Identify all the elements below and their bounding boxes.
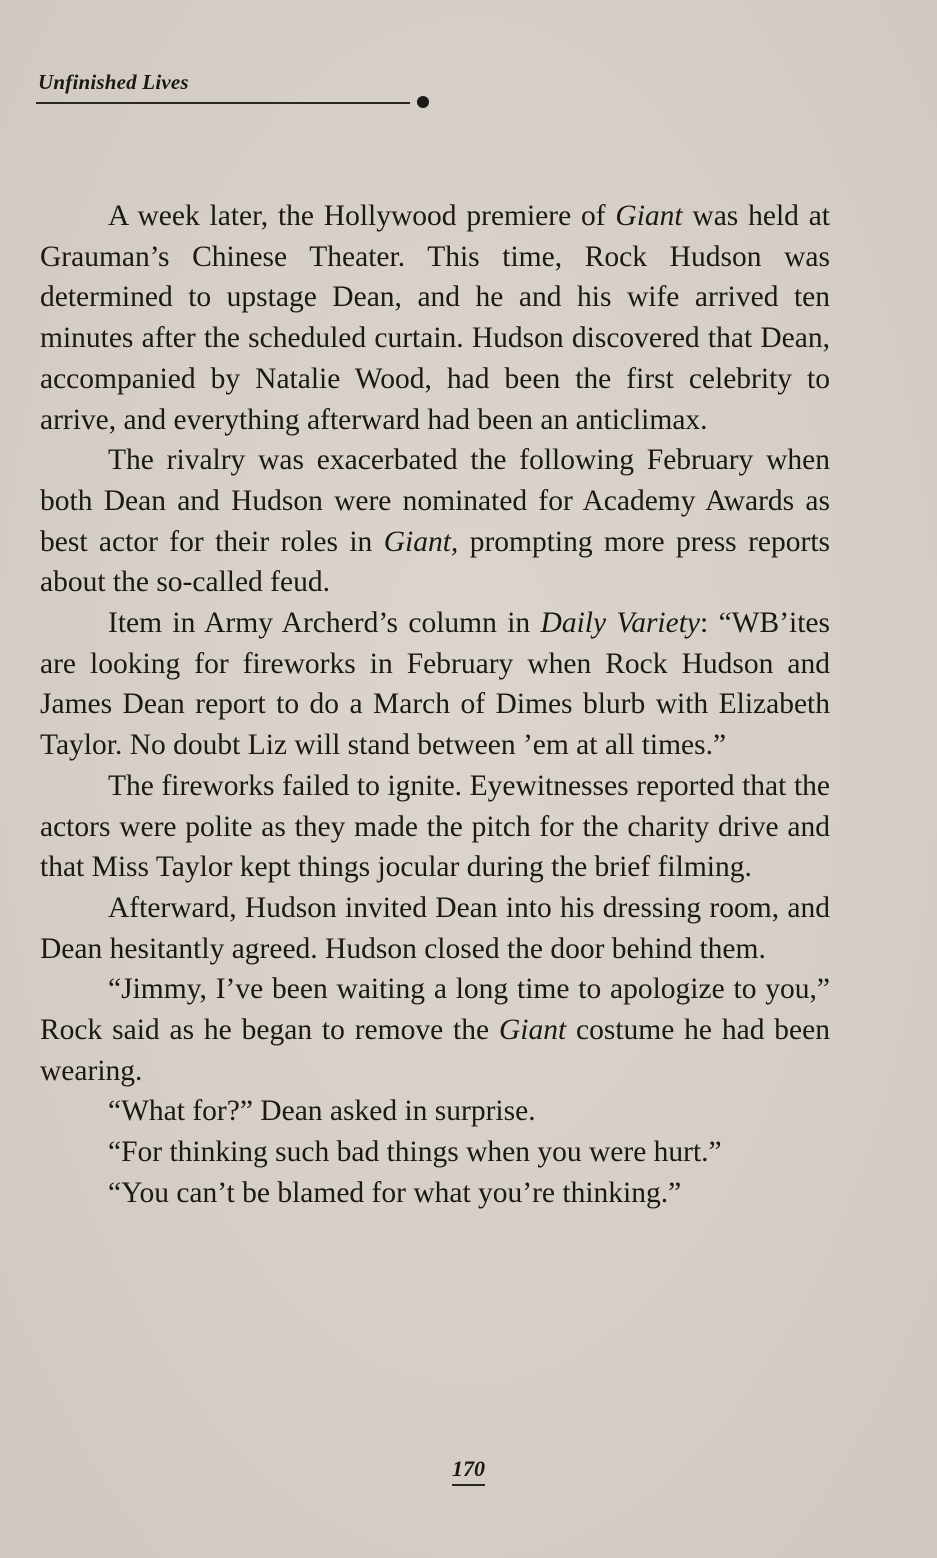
italic-text: Giant [498,1014,567,1047]
paragraph [40,766,830,888]
text-run: prompting more press reports about the so-called feud. [40,525,830,599]
text-run: The rivalry was exacerbated the following February when both Dean and Hudson were nominated for Academy Awards as best actor for their roles in [40,444,830,558]
italic-text: Giant [615,200,683,232]
text-run: Afterward, Hudson invited Dean into his dressing room, and Dean hesitantly agreed. Hudson closed the door behind them. [40,891,830,965]
body-text [40,196,830,1214]
text-run: A week later, the Hollywood premiere of [108,200,616,232]
page-number [0,1456,937,1486]
text-run: : “WB’ites are looking for fireworks in February when Rock Hudson and James Dean report to do a March of Dimes blurb with Elizabeth Taylor. No doubt Liz will stand between ’em at all times.” [40,607,830,762]
page-number-text: 170 [452,1456,485,1486]
paragraph [40,969,830,1091]
text-run: was held at Grauman’s Chinese Theater. This time, Rock Hudson was determined to upstage Dean, and he and his wife arrived ten minutes after the scheduled curtain. Hudson discovered that Dean, accompanied by Natalie Wood, had been the first celebrity to arrive, and everything afterward had been an anticlimax. [40,200,830,436]
text-run: Item in Army Archerd’s column in [108,607,541,640]
text-run: “For thinking such bad things when you were hurt.” [108,1136,722,1169]
paragraph [40,1132,830,1173]
text-run: “Jimmy, I’ve been waiting a long time to apologize to you,” Rock said as he began to remove the [40,973,830,1047]
header-ornament-dot [417,96,429,108]
text-run: “You can’t be blamed for what you’re thinking.” [108,1176,682,1209]
header-rule [36,102,410,104]
running-head: Unfinished Lives [38,70,189,94]
text-run: “What for?” Dean asked in surprise. [108,1095,536,1128]
paragraph [40,888,830,969]
paragraph [40,440,830,603]
text-run: The fireworks failed to ignite. Eyewitnesses reported that the actors were polite as they made the pitch for the charity drive and that Miss Taylor kept things jocular during the brief filming. [40,769,830,884]
paragraph [40,196,830,440]
text-run: costume he had been wearing. [40,1014,830,1087]
paragraph [40,1173,830,1214]
paragraph [40,603,830,766]
italic-text: Giant, [383,525,459,558]
italic-text: Daily Variety [540,607,701,640]
paragraph [40,1091,830,1132]
